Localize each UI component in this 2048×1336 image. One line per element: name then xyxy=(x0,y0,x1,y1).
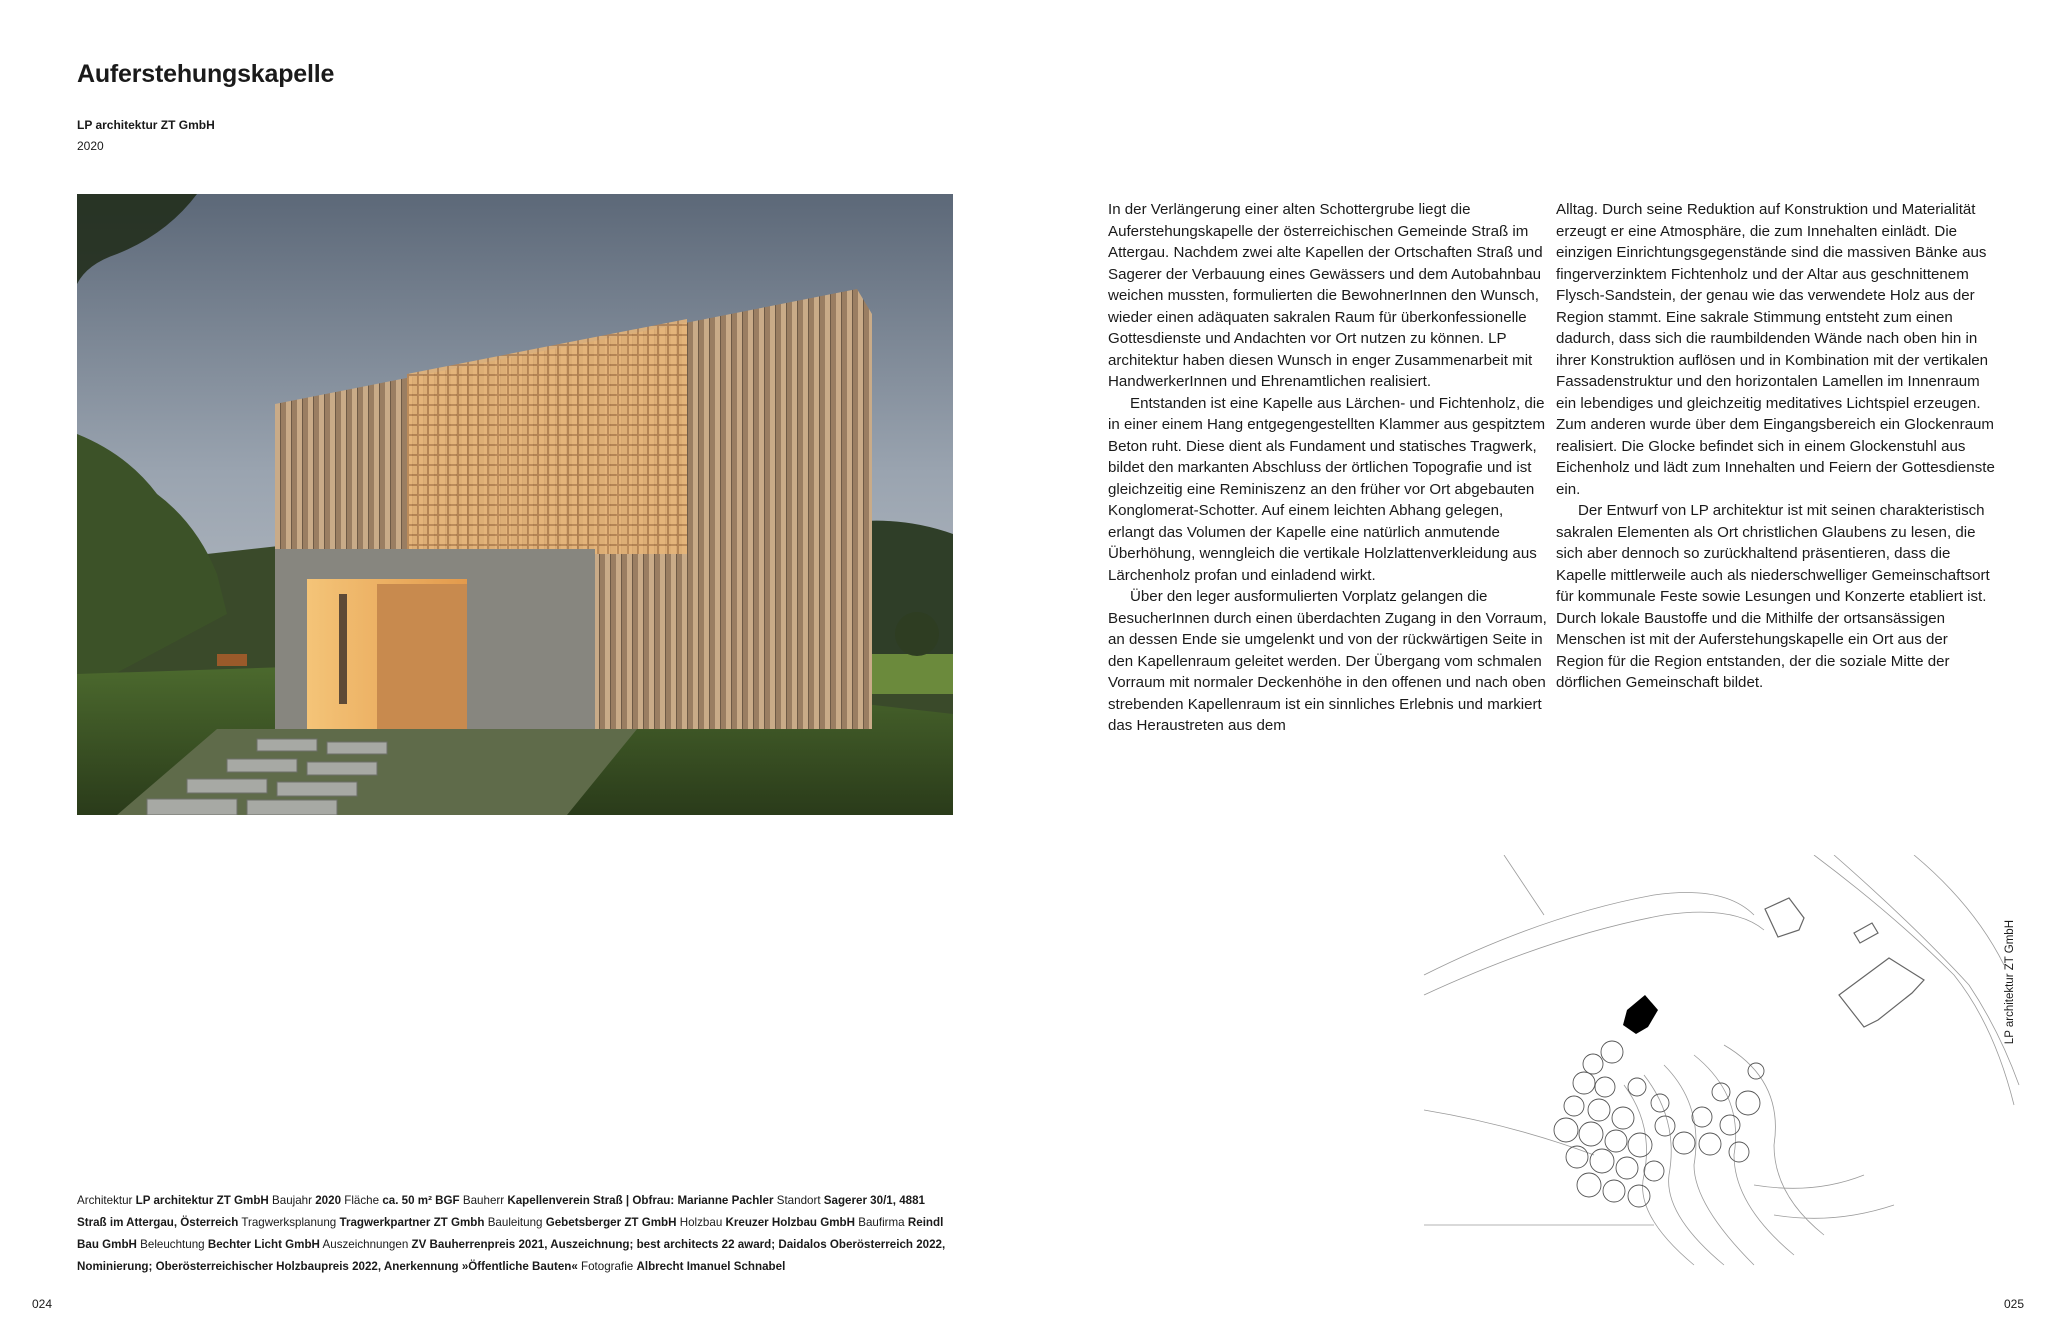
credit-value: Tragwerkpartner ZT Gmbh xyxy=(339,1216,485,1229)
chapel-photo xyxy=(77,194,953,815)
body-paragraph: Über den leger ausformulierten Vorplatz gelangen die BesucherInnen durch einen überdachten Zugang in den Vorraum, an dessen Ende sie umgelenkt und von der rückwärtigen Seite in den Kapellenraum geleitet werden. Der Übergang vom schmalen Vorraum mit normaler Deckenhöhe in den offenen und nach oben strebenden Kapellenraum ist ein sinnliches Erlebnis und markiert das Heraustreten aus dem xyxy=(1108,588,1547,734)
credit-label: Baufirma xyxy=(858,1216,905,1229)
site-plan-drawing xyxy=(1394,855,2029,1275)
site-plan xyxy=(1394,855,2029,1275)
credit-value: Reindl Bau GmbH xyxy=(77,1216,944,1251)
credit-value: Gebetsberger ZT GmbH xyxy=(545,1216,677,1229)
credit-label: Architektur xyxy=(77,1194,133,1207)
page-number-right: 025 xyxy=(2003,1297,2024,1311)
right-page xyxy=(1024,0,2048,1336)
text-column-2 xyxy=(1556,199,1996,694)
side-running-head: LP architektur ZT GmbH xyxy=(2004,920,2016,1045)
credit-value: Kapellenverein Straß | Obfrau: Marianne Pachler xyxy=(507,1194,774,1207)
credit-label: Fläche xyxy=(344,1194,380,1207)
credit-label: Auszeichnungen xyxy=(322,1238,409,1251)
credit-value: ca. 50 m² BGF xyxy=(382,1194,460,1207)
page-title: Auferstehungskapelle xyxy=(77,60,335,88)
body-paragraph: Der Entwurf von LP architektur ist mit seinen charakteristisch sakralen Elementen als Ort christlichen Glaubens zu lesen, die sich aber dennoch so zurückhaltend präsentieren, dass die Kapelle mittlerweile auch als niederschwelliger Gemeinschaftsort für kommunale Feste sowie Lesungen und Konzerte etabliert ist. Durch lokale Baustoffe und die Mithilfe der ortsansässigen Menschen ist mit der Auferstehungskapelle ein Ort aus der Region für die Region entstanden, der die soziale Mitte der dörflichen Gemeinschaft bildet. xyxy=(1556,502,1990,691)
credit-label: Tragwerksplanung xyxy=(241,1216,337,1229)
credit-label: Baujahr xyxy=(272,1194,312,1207)
chapel-photo-illustration xyxy=(77,194,953,815)
body-paragraph: Alltag. Durch seine Reduktion auf Konstruktion und Materialität erzeugt er eine Atmosphäre, die zum Innehalten einlädt. Die einzigen Einrichtungsgegenstände sind die massiven Bänke aus fingerverzinktem Fichtenholz und der Altar aus geschnittenem Flysch-Sandstein, der genau wie das verwendete Holz aus der Region stammt. Eine sakrale Stimmung entsteht zum einen dadurch, dass sich die raumbildenden Wände nach oben hin in ihrer Konstruktion auflösen und in Kombination mit der vertikalen Fassadenstruktur und den horizontalen Lamellen im Innenraum ein lebendiges und gleichzeitig meditatives Lichtspiel erzeugen. Zum anderen wurde über dem Eingangsbereich ein Glockenraum realisiert. Die Glocke befindet sich in einem Glockenstuhl aus Eichenholz und lädt zum Innehalten und Feiern der Gottesdienste ein. xyxy=(1556,201,1995,498)
credit-label: Beleuchtung xyxy=(140,1238,205,1251)
credit-value: Bechter Licht GmbH xyxy=(207,1238,320,1251)
credit-label: Fotografie xyxy=(581,1260,634,1273)
credit-value: Kreuzer Holzbau GmbH xyxy=(725,1216,855,1229)
page-number-left: 024 xyxy=(32,1297,53,1311)
credit-value: Sagerer 30/1, 4881 Straß im Attergau, Österreich xyxy=(77,1194,925,1229)
project-year: 2020 xyxy=(77,139,104,153)
body-paragraph: In der Verlängerung einer alten Schottergrube liegt die Auferstehungskapelle der österreichischen Gemeinde Straß im Attergau. Nachdem zwei alte Kapellen der Ortschaften Straß und Sagerer der Verbauung eines Gewässers und dem Autobahnbau weichen mussten, formulierten die BewohnerInnen den Wunsch, wieder einen adäquaten sakralen Raum für überkonfessionelle Gottesdienste und Andachten vor Ort nutzen zu können. LP architektur haben diesen Wunsch in enger Zusammenarbeit mit HandwerkerInnen und Ehrenamtlichen realisiert. xyxy=(1108,201,1543,390)
text-column-1 xyxy=(1108,199,1548,737)
credit-label: Holzbau xyxy=(679,1216,723,1229)
body-paragraph: Entstanden ist eine Kapelle aus Lärchen- und Fichtenholz, die in einer einem Hang entgegengestellten Klammer aus gespitztem Beton ruht. Diese dient als Fundament und statisches Tragwerk, bildet den markanten Abschluss der örtlichen Topografie und ist gleichzeitig eine Reminiszenz an den früher vor Ort abgebauten Konglomerat-Schotter. Auf einem leichten Abhang gelegen, erlangt das Volumen der Kapelle eine natürlich anmutende Überhöhung, wenngleich die vertikale Holzlattenverkleidung aus Lärchenholz profan und einladend wirkt. xyxy=(1108,394,1546,584)
credit-value: ZV Bauherrenpreis 2021, Auszeichnung; best architects 22 award; Daidalos Oberösterreich 2022, Nominierung; Oberösterreichischer Holzbaupreis 2022, Anerkennung »Öffentliche Bauten« xyxy=(77,1238,946,1273)
credit-label: Bauleitung xyxy=(487,1216,543,1229)
credit-value: Albrecht Imanuel Schnabel xyxy=(636,1260,786,1273)
credit-value: 2020 xyxy=(315,1194,342,1207)
credit-value: LP architektur ZT GmbH xyxy=(135,1194,269,1207)
credit-label: Standort xyxy=(776,1194,821,1207)
credit-label: Bauherr xyxy=(462,1194,505,1207)
project-credits xyxy=(77,1190,947,1278)
architect-name: LP architektur ZT GmbH xyxy=(77,118,215,132)
